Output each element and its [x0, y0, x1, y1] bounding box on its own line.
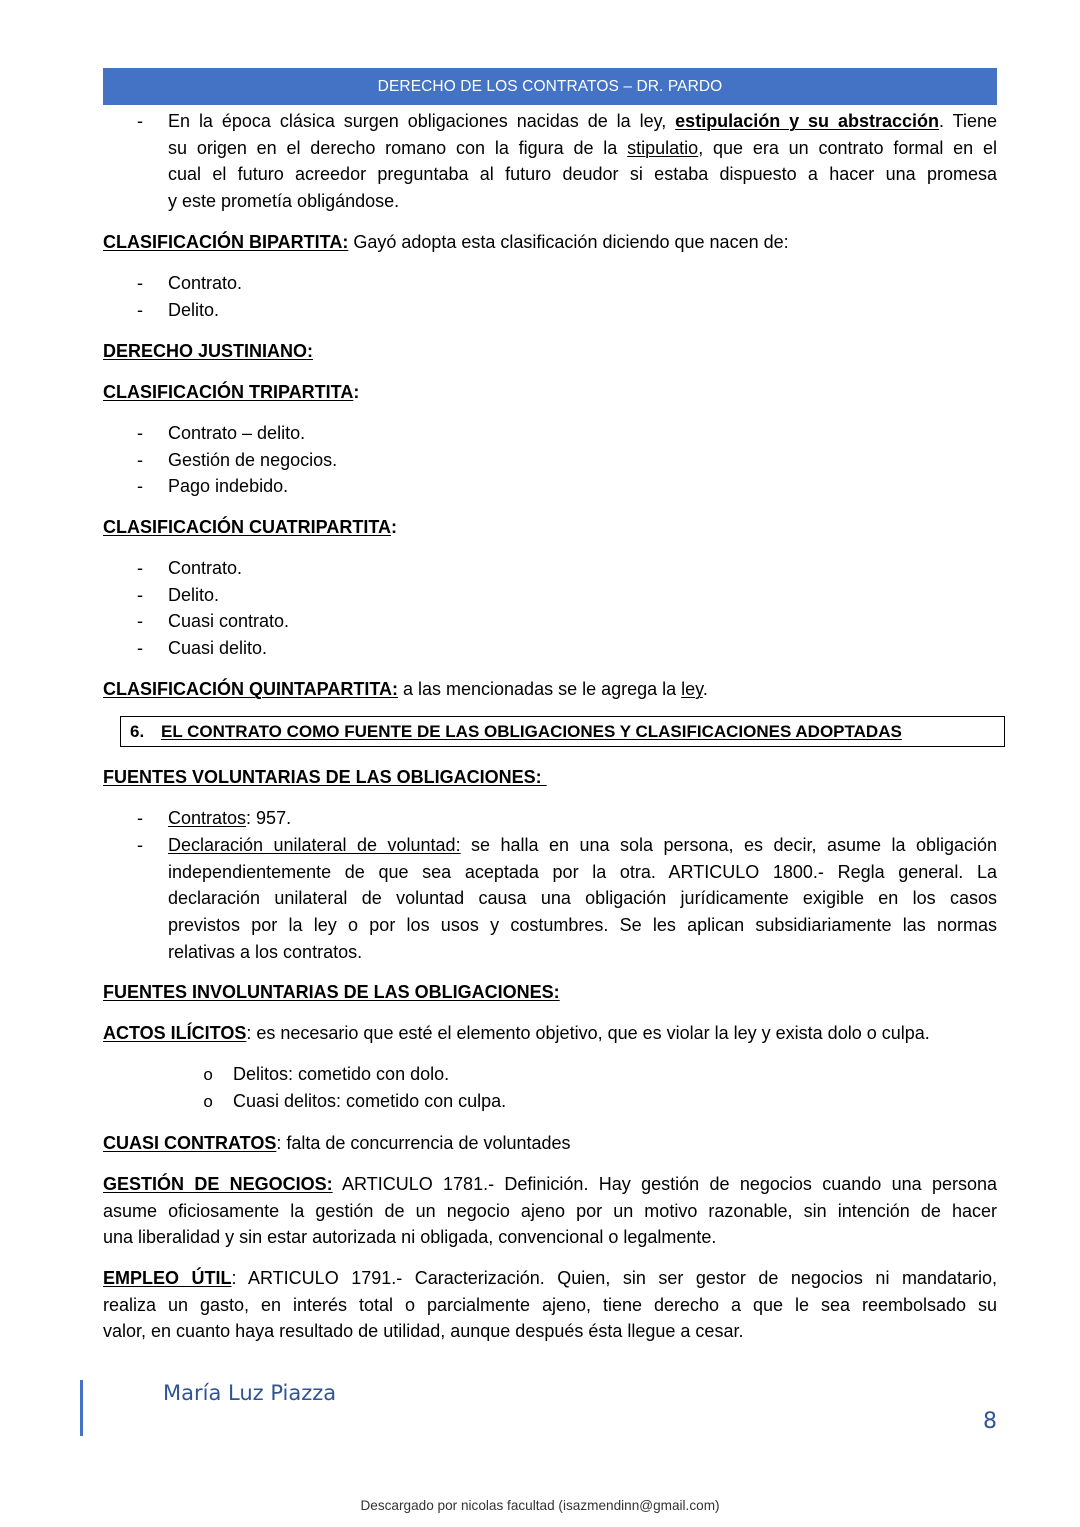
- underlined-term: Declaración unilateral de voluntad:: [168, 835, 461, 855]
- bullet-marker: -: [137, 300, 143, 320]
- paragraph-line: [168, 135, 997, 162]
- text-run: . Tiene: [939, 111, 997, 131]
- heading-colon: :: [353, 382, 360, 402]
- section-heading: CLASIFICACIÓN BIPARTITA:: [103, 232, 349, 252]
- list-item: [137, 297, 219, 324]
- page-number: 8: [983, 1409, 997, 1434]
- list-item-text: Gestión de negocios.: [168, 450, 338, 470]
- heading-colon: :: [390, 517, 397, 537]
- text-run: , que era un contrato formal en el: [698, 137, 997, 158]
- list-item-text: Contrato.: [168, 558, 243, 578]
- tripartita-line: [103, 379, 997, 406]
- list-item-text: Cuasi delitos: cometido con culpa.: [233, 1091, 507, 1111]
- paragraph-line: declaración unilateral de voluntad causa una obligación jurídicamente exigible en los casos: [168, 888, 997, 909]
- bullet-marker: -: [137, 611, 143, 631]
- bullet-marker: -: [137, 111, 143, 131]
- bullet-marker: -: [137, 476, 143, 496]
- section-6-heading-box: [120, 716, 1005, 747]
- download-note: Descargado por nicolas facultad (isazmendinn@gmail.com): [360, 1498, 720, 1513]
- section-heading: ACTOS ILÍCITOS: [103, 1023, 247, 1043]
- paragraph-line: independientemente de que sea aceptada por la otra. ARTICULO 1800.- Regla general. La: [168, 861, 997, 882]
- bullet-marker: -: [137, 808, 143, 828]
- bipartita-line: [103, 229, 997, 256]
- text-run: su origen en el derecho romano con la figura de la: [168, 137, 628, 158]
- text-run: : ARTICULO 1791.- Caracterización. Quien, sin ser gestor de negocios ni mandatario,: [231, 1268, 997, 1288]
- paragraph-line: [103, 1265, 997, 1292]
- section-heading: FUENTES VOLUNTARIAS DE LAS OBLIGACIONES:: [103, 767, 547, 787]
- list-item-text: Cuasi contrato.: [168, 611, 290, 631]
- paragraph-line: una liberalidad y sin estar autorizada ni obligada, convencional o legalmente.: [103, 1227, 717, 1248]
- section-heading: CLASIFICACIÓN TRIPARTITA: [103, 382, 354, 402]
- circle-bullet-marker: o: [203, 1067, 214, 1086]
- list-item: [137, 270, 242, 297]
- sub-list-item: [203, 1061, 449, 1091]
- paragraph-line: [168, 832, 997, 859]
- footer-author: María Luz Piazza: [163, 1381, 337, 1405]
- page-header-bar: [103, 68, 997, 105]
- fuentes-voluntarias-line: [103, 764, 997, 791]
- paragraph-line: y este prometía obligándose.: [168, 191, 400, 212]
- list-item: [137, 420, 305, 447]
- text-run: se halla en una sola persona, es decir, asume la obligación: [460, 835, 998, 855]
- section-heading: FUENTES INVOLUNTARIAS DE LAS OBLIGACIONES:: [103, 982, 560, 1002]
- cuatripartita-line: [103, 514, 997, 541]
- emphasis-text: estipulación y su abstracción: [675, 111, 940, 131]
- empleo-util-paragraph: [103, 1265, 997, 1345]
- bullet-marker: -: [137, 450, 143, 470]
- list-item: [137, 447, 337, 474]
- cuasi-contratos-line: [103, 1130, 997, 1157]
- paragraph-line: previstos por la ley o por los usos y costumbres. Se les aplican subsidiariamente las normas: [168, 915, 997, 936]
- bullet-marker: -: [137, 273, 143, 293]
- list-item-text: Contrato – delito.: [168, 423, 306, 443]
- underlined-term: Contratos: [168, 808, 247, 828]
- list-item: [137, 582, 219, 609]
- list-item-text: Pago indebido.: [168, 476, 289, 496]
- section-heading: DERECHO JUSTINIANO:: [103, 341, 314, 361]
- gestion-negocios-paragraph: [103, 1171, 997, 1251]
- section-heading: EMPLEO ÚTIL: [103, 1268, 232, 1288]
- list-item: [137, 805, 291, 832]
- section-heading: CLASIFICACIÓN CUATRIPARTITA: [103, 517, 391, 537]
- quintapartita-line: [103, 676, 997, 703]
- list-item: [137, 473, 288, 500]
- paragraph-line: asume oficiosamente la gestión de un negocio ajeno por un motivo razonable, sin intención de hacer: [103, 1200, 997, 1221]
- bullet-marker: -: [137, 558, 143, 578]
- list-item-text: Contrato.: [168, 273, 243, 293]
- text-run: a las mencionadas se le agrega la: [397, 679, 682, 699]
- section-number: 6.: [130, 722, 145, 741]
- document-title: DERECHO DE LOS CONTRATOS – DR. PARDO: [377, 78, 723, 95]
- list-item-text: : 957.: [246, 808, 292, 828]
- justiniano-line: [103, 338, 997, 365]
- list-item: [137, 635, 267, 662]
- section-heading: CUASI CONTRATOS: [103, 1133, 277, 1153]
- paragraph-line: [168, 108, 997, 135]
- bullet-marker: -: [137, 638, 143, 658]
- circle-bullet-marker: o: [203, 1094, 214, 1113]
- section-heading: CLASIFICACIÓN QUINTAPARTITA:: [103, 679, 398, 699]
- list-item: [137, 608, 289, 635]
- intro-paragraph: [168, 108, 997, 215]
- bullet-marker: -: [137, 585, 143, 605]
- text-run: : falta de concurrencia de voluntades: [276, 1133, 571, 1153]
- declaracion-paragraph: [168, 832, 997, 965]
- paragraph-line: relativas a los contratos.: [168, 941, 363, 962]
- section-heading: GESTIÓN DE NEGOCIOS:: [103, 1174, 333, 1194]
- list-item-text: Delito.: [168, 300, 220, 320]
- list-item-text: Delitos: cometido con dolo.: [233, 1064, 450, 1084]
- list-item-text: Cuasi delito.: [168, 638, 268, 658]
- section-title: EL CONTRATO COMO FUENTE DE LAS OBLIGACIONES Y CLASIFICACIONES ADOPTADAS: [161, 722, 902, 741]
- text-run: Gayó adopta esta clasificación diciendo que nacen de:: [348, 232, 789, 252]
- text-run: En la época clásica surgen obligaciones nacidas de la ley,: [168, 111, 676, 131]
- paragraph-line: realiza un gasto, en interés total o parcialmente ajeno, tiene derecho a que le sea reembolsado su: [103, 1294, 997, 1315]
- underlined-term: stipulatio: [627, 137, 699, 158]
- paragraph-line: cual el futuro acreedor preguntaba al futuro deudor si estaba dispuesto a hacer una promesa: [168, 164, 997, 185]
- list-item: [137, 555, 242, 582]
- sub-list-item: [203, 1088, 506, 1118]
- actos-ilicitos-line: [103, 1020, 997, 1047]
- paragraph-line: [103, 1171, 997, 1198]
- text-run: .: [702, 679, 708, 699]
- bullet-marker: -: [137, 423, 143, 443]
- text-run: : es necesario que esté el elemento objetivo, que es violar la ley y exista dolo o culpa.: [246, 1023, 930, 1043]
- list-item-text: Delito.: [168, 585, 220, 605]
- underlined-term: ley: [681, 679, 703, 699]
- bullet-marker: -: [137, 835, 143, 855]
- text-run: ARTICULO 1781.- Definición. Hay gestión de negocios cuando una persona: [332, 1174, 997, 1194]
- paragraph-line: valor, en cuanto haya resultado de utilidad, aunque después ésta llegue a cesar.: [103, 1321, 744, 1342]
- footer-vertical-rule: [80, 1380, 83, 1436]
- fuentes-involuntarias-line: [103, 979, 997, 1006]
